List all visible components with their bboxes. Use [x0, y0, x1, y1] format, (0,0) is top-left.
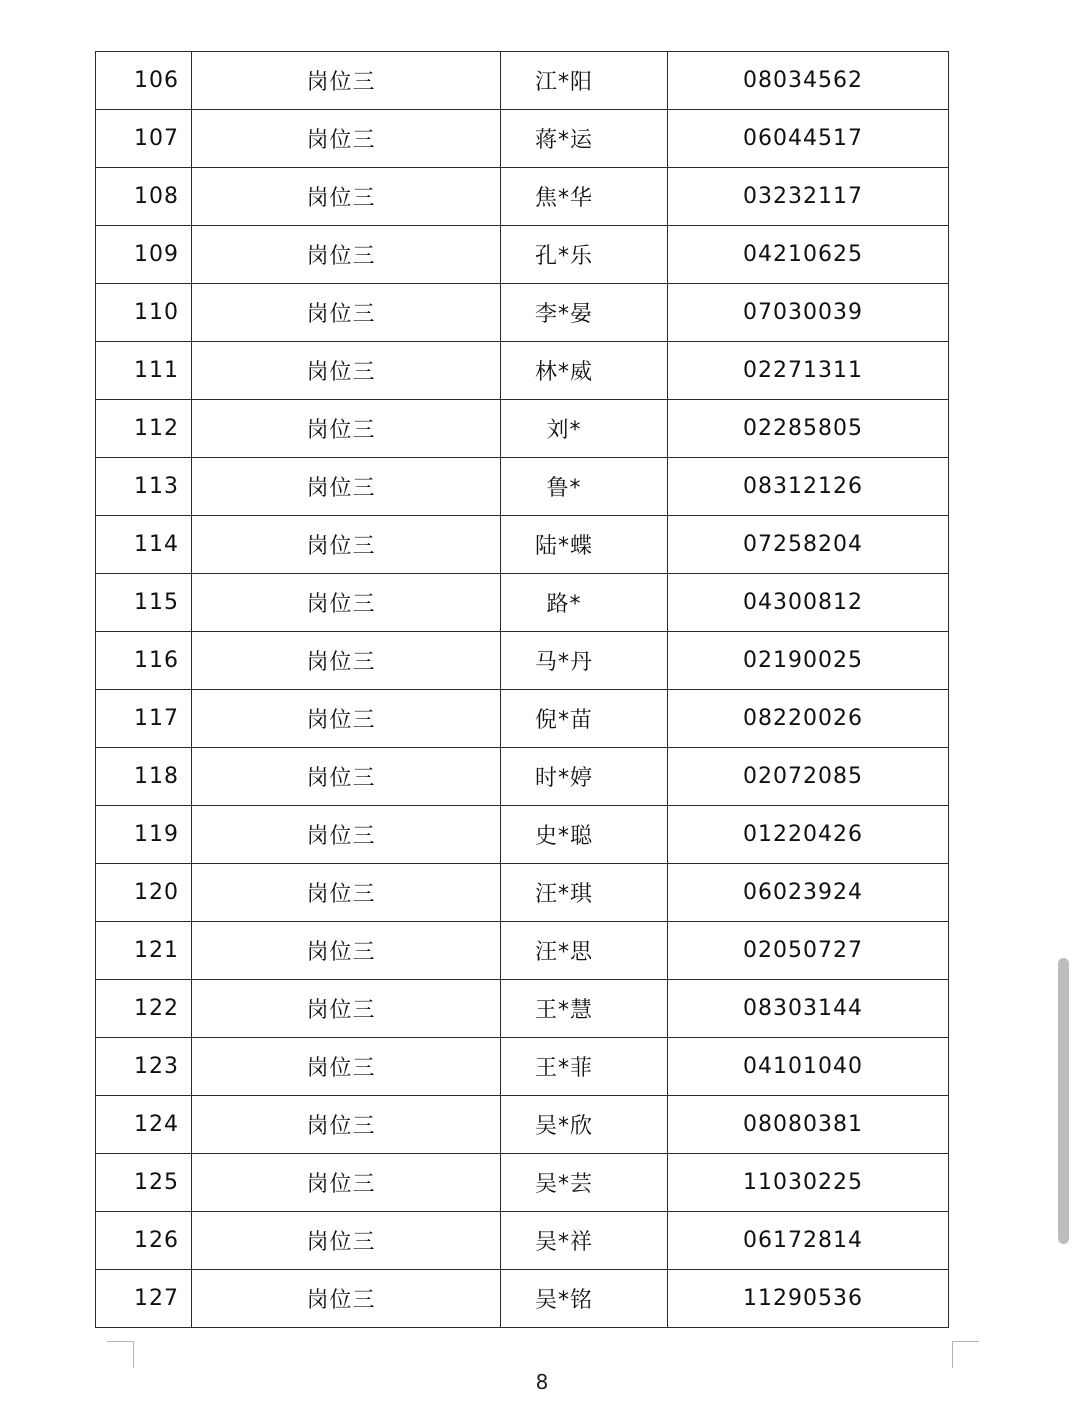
position-cell: 岗位三 — [192, 806, 501, 864]
position-cell: 岗位三 — [192, 516, 501, 574]
name-cell: 吴*芸 — [501, 1154, 668, 1212]
name-cell: 鲁* — [501, 458, 668, 516]
row-number-cell: 114 — [96, 516, 192, 574]
name-cell: 吴*铭 — [501, 1270, 668, 1328]
name-cell: 王*菲 — [501, 1038, 668, 1096]
row-number-cell: 119 — [96, 806, 192, 864]
row-number-cell: 127 — [96, 1270, 192, 1328]
position-cell: 岗位三 — [192, 168, 501, 226]
id-number-cell: 08034562 — [668, 52, 949, 110]
row-number-cell: 108 — [96, 168, 192, 226]
name-cell: 吴*欣 — [501, 1096, 668, 1154]
table-row — [96, 806, 949, 864]
position-cell: 岗位三 — [192, 1154, 501, 1212]
position-cell: 岗位三 — [192, 226, 501, 284]
name-cell: 时*婷 — [501, 748, 668, 806]
row-number-cell: 107 — [96, 110, 192, 168]
position-cell: 岗位三 — [192, 400, 501, 458]
row-number-cell: 109 — [96, 226, 192, 284]
row-number-cell: 112 — [96, 400, 192, 458]
page-corner-mark-right — [952, 1341, 979, 1368]
table-row — [96, 342, 949, 400]
position-cell: 岗位三 — [192, 52, 501, 110]
table-row — [96, 458, 949, 516]
table-row — [96, 226, 949, 284]
row-number-cell: 115 — [96, 574, 192, 632]
id-number-cell: 04101040 — [668, 1038, 949, 1096]
position-cell: 岗位三 — [192, 110, 501, 168]
id-number-cell: 06023924 — [668, 864, 949, 922]
row-number-cell: 122 — [96, 980, 192, 1038]
id-number-cell: 08220026 — [668, 690, 949, 748]
id-number-cell: 06172814 — [668, 1212, 949, 1270]
position-cell: 岗位三 — [192, 1270, 501, 1328]
table-row — [96, 1096, 949, 1154]
page-number: 8 — [535, 1370, 549, 1394]
id-number-cell: 07258204 — [668, 516, 949, 574]
position-cell: 岗位三 — [192, 864, 501, 922]
id-number-cell: 11030225 — [668, 1154, 949, 1212]
row-number-cell: 126 — [96, 1212, 192, 1270]
row-number-cell: 124 — [96, 1096, 192, 1154]
id-number-cell: 02285805 — [668, 400, 949, 458]
table-row — [96, 864, 949, 922]
table-row — [96, 52, 949, 110]
id-number-cell: 07030039 — [668, 284, 949, 342]
position-cell: 岗位三 — [192, 1038, 501, 1096]
row-number-cell: 123 — [96, 1038, 192, 1096]
id-number-cell: 04300812 — [668, 574, 949, 632]
table-row — [96, 748, 949, 806]
table-row — [96, 168, 949, 226]
position-cell: 岗位三 — [192, 574, 501, 632]
vertical-scrollbar[interactable] — [1058, 958, 1069, 1244]
table-row — [96, 110, 949, 168]
row-number-cell: 117 — [96, 690, 192, 748]
id-number-cell: 04210625 — [668, 226, 949, 284]
name-cell: 焦*华 — [501, 168, 668, 226]
table-row — [96, 400, 949, 458]
id-number-cell: 02050727 — [668, 922, 949, 980]
row-number-cell: 120 — [96, 864, 192, 922]
roster-table-body — [96, 52, 949, 1328]
id-number-cell: 02271311 — [668, 342, 949, 400]
name-cell: 孔*乐 — [501, 226, 668, 284]
position-cell: 岗位三 — [192, 980, 501, 1038]
id-number-cell: 08080381 — [668, 1096, 949, 1154]
id-number-cell: 02072085 — [668, 748, 949, 806]
row-number-cell: 110 — [96, 284, 192, 342]
id-number-cell: 11290536 — [668, 1270, 949, 1328]
table-row — [96, 284, 949, 342]
id-number-cell: 08312126 — [668, 458, 949, 516]
name-cell: 陆*蝶 — [501, 516, 668, 574]
name-cell: 吴*祥 — [501, 1212, 668, 1270]
row-number-cell: 125 — [96, 1154, 192, 1212]
name-cell: 路* — [501, 574, 668, 632]
row-number-cell: 106 — [96, 52, 192, 110]
id-number-cell: 01220426 — [668, 806, 949, 864]
row-number-cell: 118 — [96, 748, 192, 806]
id-number-cell: 08303144 — [668, 980, 949, 1038]
position-cell: 岗位三 — [192, 632, 501, 690]
name-cell: 刘* — [501, 400, 668, 458]
name-cell: 倪*苗 — [501, 690, 668, 748]
page-corner-mark-left — [107, 1341, 134, 1368]
position-cell: 岗位三 — [192, 748, 501, 806]
table-row — [96, 690, 949, 748]
table-row — [96, 1038, 949, 1096]
position-cell: 岗位三 — [192, 1096, 501, 1154]
name-cell: 蒋*运 — [501, 110, 668, 168]
position-cell: 岗位三 — [192, 284, 501, 342]
id-number-cell: 03232117 — [668, 168, 949, 226]
name-cell: 王*慧 — [501, 980, 668, 1038]
name-cell: 林*威 — [501, 342, 668, 400]
name-cell: 江*阳 — [501, 52, 668, 110]
table-row — [96, 516, 949, 574]
name-cell: 汪*琪 — [501, 864, 668, 922]
name-cell: 史*聪 — [501, 806, 668, 864]
row-number-cell: 113 — [96, 458, 192, 516]
table-row — [96, 1270, 949, 1328]
table-row — [96, 980, 949, 1038]
row-number-cell: 116 — [96, 632, 192, 690]
position-cell: 岗位三 — [192, 342, 501, 400]
name-cell: 马*丹 — [501, 632, 668, 690]
table-row — [96, 922, 949, 980]
row-number-cell: 121 — [96, 922, 192, 980]
position-cell: 岗位三 — [192, 922, 501, 980]
name-cell: 李*晏 — [501, 284, 668, 342]
table-row — [96, 1212, 949, 1270]
roster-table — [95, 51, 949, 1328]
name-cell: 汪*思 — [501, 922, 668, 980]
position-cell: 岗位三 — [192, 690, 501, 748]
position-cell: 岗位三 — [192, 1212, 501, 1270]
row-number-cell: 111 — [96, 342, 192, 400]
id-number-cell: 06044517 — [668, 110, 949, 168]
id-number-cell: 02190025 — [668, 632, 949, 690]
table-row — [96, 574, 949, 632]
table-row — [96, 632, 949, 690]
position-cell: 岗位三 — [192, 458, 501, 516]
table-row — [96, 1154, 949, 1212]
